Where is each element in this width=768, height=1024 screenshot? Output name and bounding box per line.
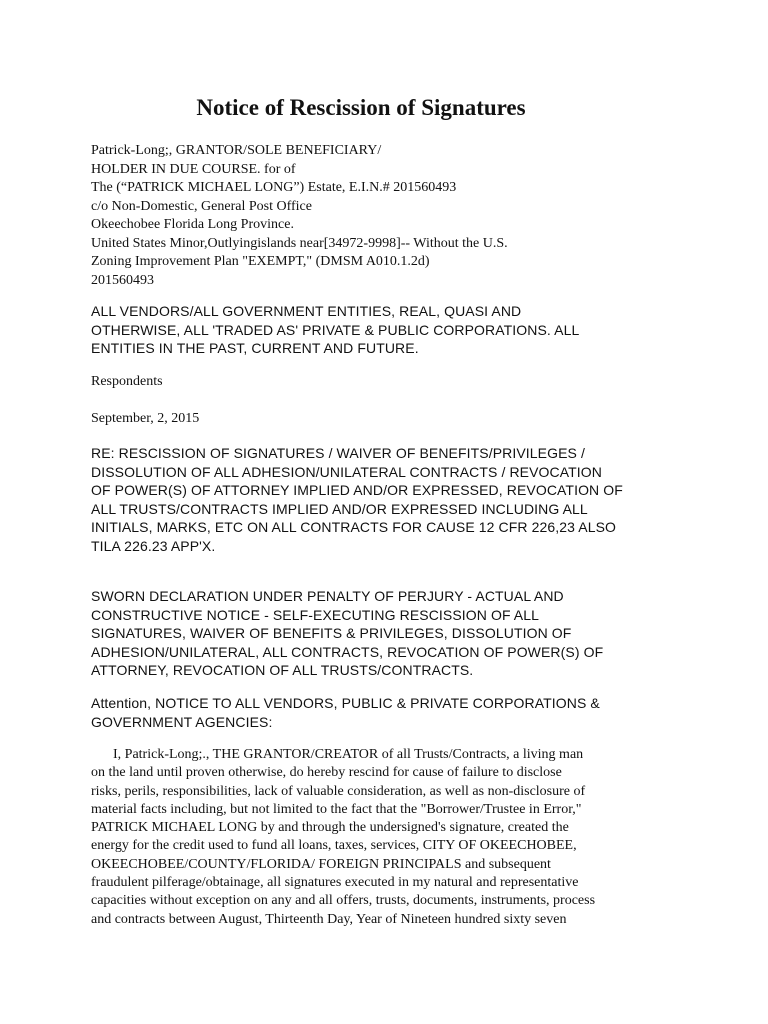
re-line: OF POWER(S) OF ATTORNEY IMPLIED AND/OR EXPRESSED, REVOCATION OF [91,482,623,498]
parties-line: OTHERWISE, ALL 'TRADED AS' PRIVATE & PUBLIC CORPORATIONS. ALL [91,321,580,338]
body-line: and contracts between August, Thirteenth Day, Year of Nineteen hundred sixty seven [91,911,567,927]
header-line: HOLDER IN DUE COURSE. for of [91,161,296,177]
header-line: The (“PATRICK MICHAEL LONG”) Estate, E.I.N.# 201560493 [91,180,457,195]
sworn-line: SWORN DECLARATION UNDER PENALTY OF PERJURY - ACTUAL AND [91,588,564,604]
grantor-address-block [91,142,651,290]
re-line: INITIALS, MARKS, ETC ON ALL CONTRACTS FOR CAUSE 12 CFR 226,23 ALSO [91,519,617,535]
document-date: September, 2, 2015 [91,411,200,426]
re-line: RE: RESCISSION OF SIGNATURES / WAIVER OF BENEFITS/PRIVILEGES / [91,445,585,461]
body-line: risks, perils, responsibilities, lack of valuable consideration, as well as non-disclosure of [91,783,586,799]
re-subject-block [91,444,651,555]
document-title: Notice of Rescission of Signatures [196,95,526,120]
sworn-line: SIGNATURES, WAIVER OF BENEFITS & PRIVILEGES, DISSOLUTION OF [91,625,572,641]
body-paragraph [91,746,651,929]
sworn-line: ADHESION/UNILATERAL, ALL CONTRACTS, REVOCATION OF POWER(S) OF [91,643,604,660]
body-line: on the land until proven otherwise, do hereby rescind for cause of failure to disclose [91,765,562,781]
body-line: energy for the credit used to fund all loans, taxes, services, CITY OF OKEECHOBEE, [91,838,577,854]
sworn-line: ATTORNEY, REVOCATION OF ALL TRUSTS/CONTRACTS. [91,662,474,678]
parties-line: ALL VENDORS/ALL GOVERNMENT ENTITIES, REAL, QUASI AND [91,303,522,319]
header-line: 201560493 [91,272,154,288]
body-line: fraudulent pilferage/obtainage, all signatures executed in my natural and representative [91,875,579,891]
header-line: Patrick-Long;, GRANTOR/SOLE BENEFICIARY/ [91,143,382,158]
sworn-declaration-block [91,587,651,680]
body-line: material facts including, but not limited to the fact that the "Borrower/Trustee in Error," [91,801,582,817]
header-line: c/o Non-Domestic, General Post Office [91,198,312,214]
parties-block [91,302,651,358]
re-line: DISSOLUTION OF ALL ADHESION/UNILATERAL CONTRACTS / REVOCATION [91,463,602,480]
header-line: Zoning Improvement Plan "EXEMPT," (DMSM A010.1.2d) [91,254,430,269]
body-line: PATRICK MICHAEL LONG by and through the undersigned's signature, created the [91,820,569,836]
attention-block [91,694,651,731]
body-line: capacities without exception on any and all offers, trusts, documents, instruments, process [91,893,596,909]
attention-line: GOVERNMENT AGENCIES: [91,713,273,730]
attention-line: Attention, NOTICE TO ALL VENDORS, PUBLIC & PRIVATE CORPORATIONS & [91,695,600,711]
body-line: I, Patrick-Long;., THE GRANTOR/CREATOR of all Trusts/Contracts, a living man [113,747,584,762]
re-line: ALL TRUSTS/CONTRACTS IMPLIED AND/OR EXPRESSED INCLUDING ALL [91,500,588,517]
re-line: TILA 226.23 APP'X. [91,537,216,554]
body-line: OKEECHOBEE/COUNTY/FLORIDA/ FOREIGN PRINCIPALS and subsequent [91,856,551,872]
header-line: Okeechobee Florida Long Province. [91,217,294,232]
sworn-line: CONSTRUCTIVE NOTICE - SELF-EXECUTING RESCISSION OF ALL [91,606,540,623]
parties-line: ENTITIES IN THE PAST, CURRENT AND FUTURE. [91,340,419,356]
header-line: United States Minor,Outlyingislands near[34972-9998]-- Without the U.S. [91,235,508,251]
respondents-label: Respondents [91,374,163,389]
